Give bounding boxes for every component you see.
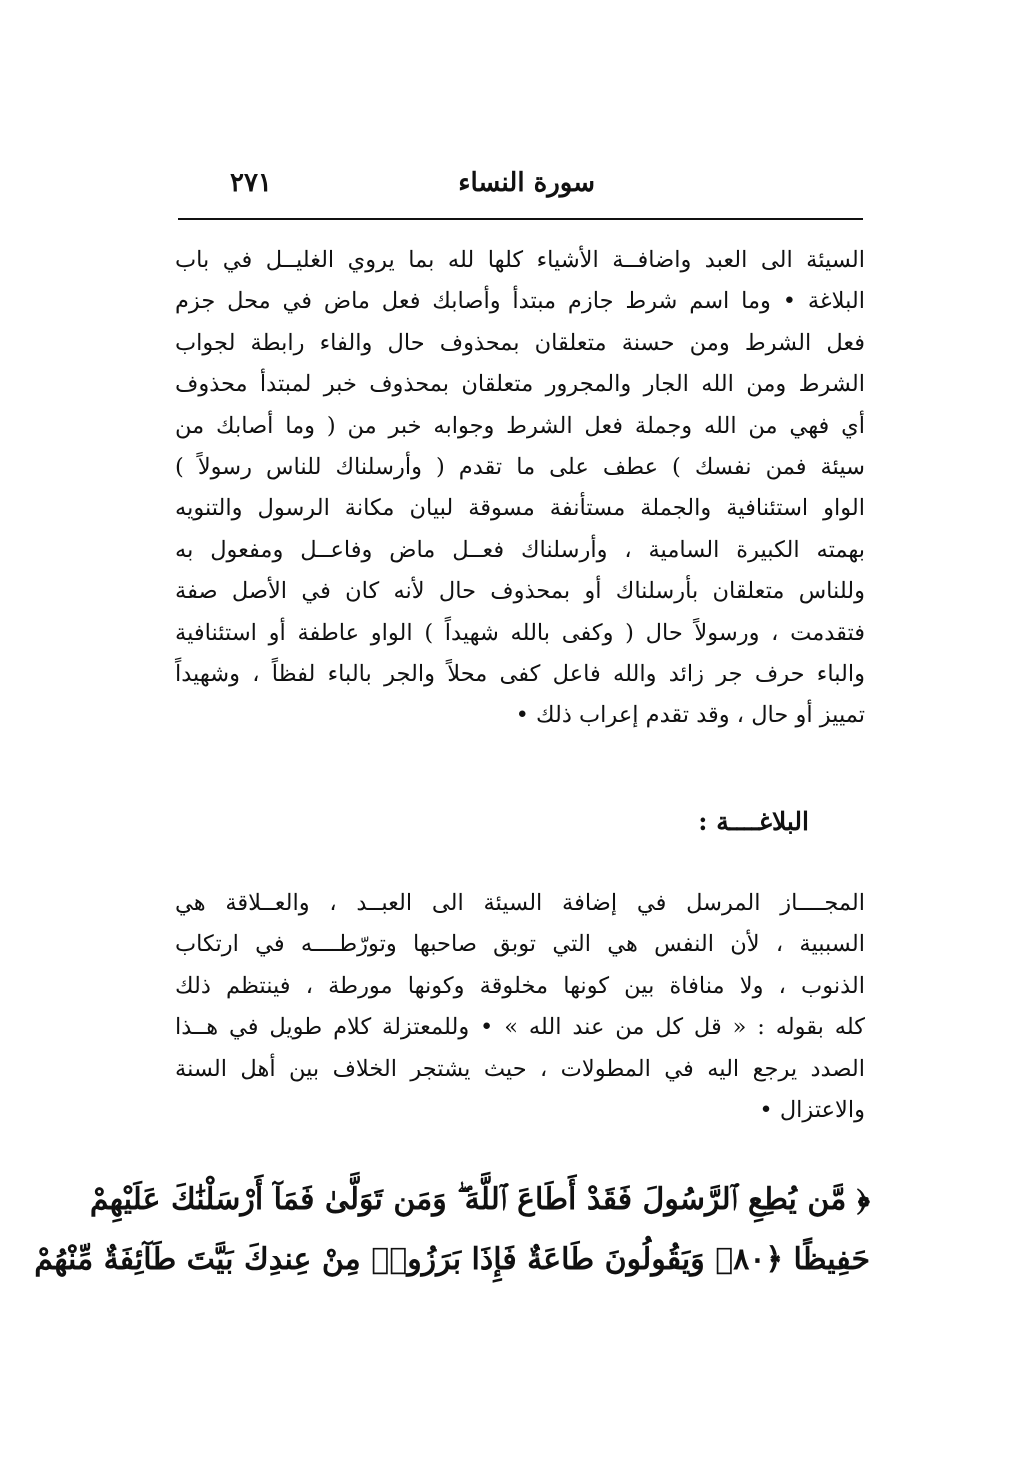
text-line: الواو استئنافية والجملة مستأنفة مسوقة لبيان مكانة الرسول والتنويه xyxy=(175,495,865,522)
text-line: الذنوب ، ولا منافاة بين كونها مخلوقة وكونها مورطة ، فينتظم ذلك xyxy=(175,972,865,999)
text-line: السيئة الى العبد واضافــة الأشياء كلها لله بما يروي الغليــل في باب xyxy=(175,247,865,273)
surah-title: سورة النساء xyxy=(458,168,595,198)
paragraph-irab xyxy=(175,240,865,737)
verse-line: حَفِيظًا ﴿٨٠﴾ وَيَقُولُونَ طَاعَةٌ فَإِذَا بَرَزُوا۟ مِنْ عِندِكَ بَيَّتَ طَآئِفَةٌ مِّنْهُمْ xyxy=(34,1242,870,1277)
section-heading: البلاغــــة : xyxy=(698,807,809,836)
page-number: ٢٧١ xyxy=(230,168,272,198)
page-header xyxy=(180,168,860,208)
text-line: سيئة فمن نفسك ) عطف على ما تقدم ( وأرسلناك للناس رسولاً ) xyxy=(175,454,865,481)
text-line: والاعتزال • xyxy=(759,1097,865,1124)
text-line: وللناس متعلقان بأرسلناك أو بمحذوف حال لأنه كان في الأصل صفة xyxy=(175,578,865,605)
quran-verse xyxy=(34,1170,870,1290)
text-line: كله بقوله : « قل كل من عند الله » • وللمعتزلة كلام طويل في هــذا xyxy=(175,1014,865,1041)
text-line: والباء حرف جر زائد والله فاعل كفى محلاً والجر بالباء لفظاً ، وشهيداً xyxy=(175,661,865,688)
text-line: أي فهي من الله وجملة فعل الشرط وجوابه خبر من ( وما أصابك من xyxy=(175,412,865,439)
text-line: المجــــاز المرسل في إضافة السيئة الى العبــد ، والعــلاقة هي xyxy=(175,890,865,916)
text-line: فعل الشرط ومن حسنة متعلقان بمحذوف حال والفاء رابطة لجواب xyxy=(175,329,865,356)
text-line: تمييز أو حال ، وقد تقدم إعراب ذلك • xyxy=(515,702,865,729)
text-line: البلاغة • وما اسم شرط جازم مبتدأ وأصابك فعل ماض في محل جزم xyxy=(175,288,865,315)
header-divider xyxy=(178,218,863,220)
verse-line: ﴿ مَّن يُطِعِ ٱلرَّسُولَ فَقَدْ أَطَاعَ ٱللَّهَ ۖ وَمَن تَوَلَّىٰ فَمَآ أَرْسَلْنَٰكَ عَلَيْهِمْ xyxy=(89,1182,870,1217)
text-line: السببية ، لأن النفس هي التي توبق صاحبها وتورّطــــه في ارتكاب xyxy=(175,931,865,958)
text-line: بهمته الكبيرة السامية ، وأرسلناك فعــل ماض وفاعــل ومفعول به xyxy=(175,536,865,563)
text-line: فتقدمت ، ورسولاً حال ( وكفى بالله شهيداً ) الواو عاطفة أو استئنافية xyxy=(175,619,865,646)
text-line: الصدد يرجع اليه في المطولات ، حيث يشتجر الخلاف بين أهل السنة xyxy=(175,1055,865,1082)
paragraph-balagha xyxy=(175,883,865,1131)
text-line: الشرط ومن الله الجار والمجرور متعلقان بمحذوف خبر لمبتدأ محذوف xyxy=(175,371,865,398)
